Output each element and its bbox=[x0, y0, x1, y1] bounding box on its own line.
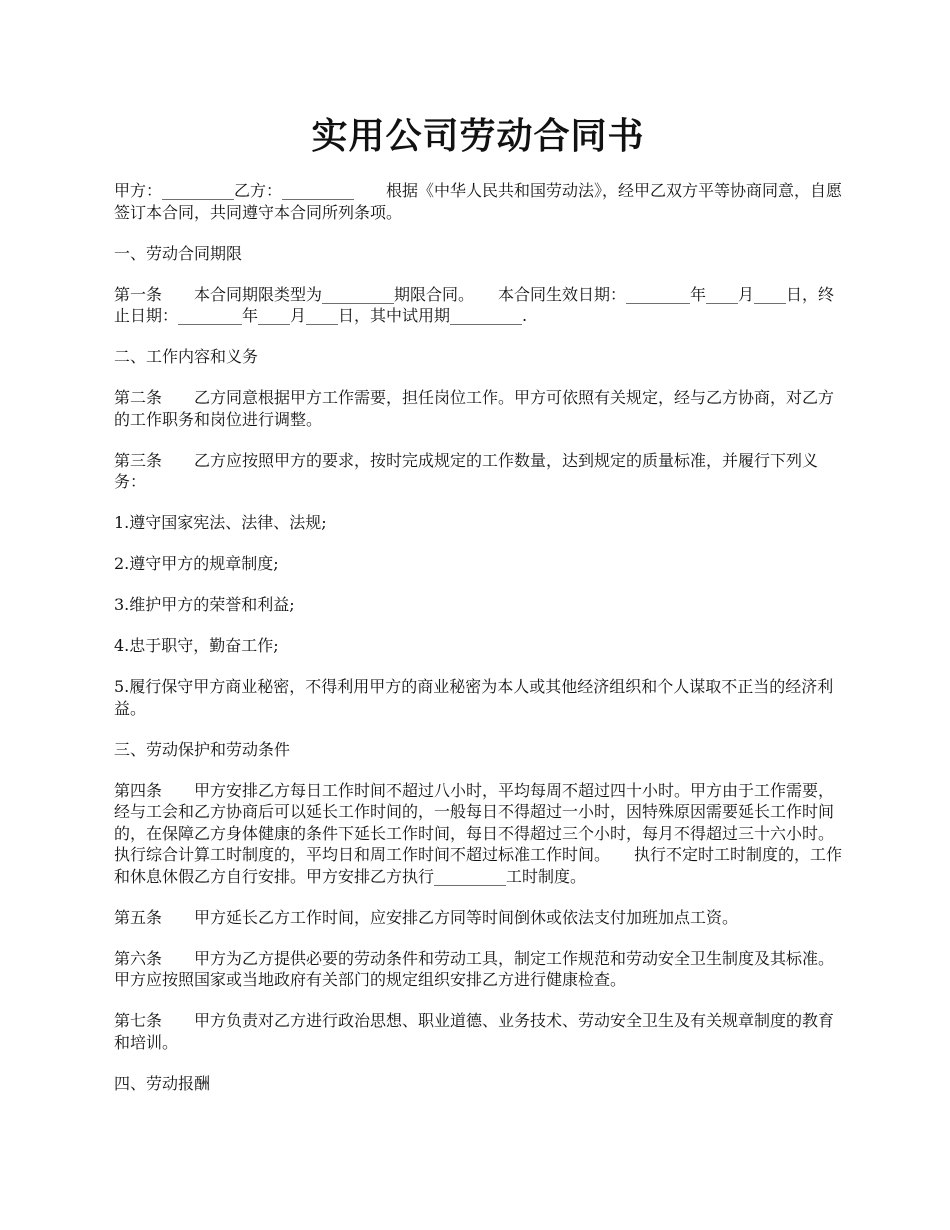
article-3: 第三条 乙方应按照甲方的要求，按时完成规定的工作数量，达到规定的质量标准，并履行下列义务： bbox=[114, 450, 819, 491]
preamble-paragraph: 甲方：_________乙方：_________ 根据《中华人民共和国劳动法》，经甲乙双方平等协商同意，自愿签订本合同，共同遵守本合同所列条项。 bbox=[114, 181, 843, 222]
obligation-item-5: 5.履行保守甲方商业秘密，不得利用甲方的商业秘密为本人或其他经济组织和个人谋取不正当的经济利益。 bbox=[114, 677, 834, 718]
article-1: 第一条 本合同期限类型为_________期限合同。 本合同生效日期：________年____月____日，终止日期：________年____月____日，其中试用期_________. bbox=[114, 284, 835, 325]
article-5: 第五条 甲方延长乙方工作时间，应安排乙方同等时间倒休或依法支付加班加点工资。 bbox=[114, 907, 739, 927]
section-heading-term: 一、劳动合同期限 bbox=[114, 243, 243, 263]
article-7: 第七条 甲方负责对乙方进行政治思想、职业道德、业务技术、劳动安全卫生及有关规章制度的教育和培训。 bbox=[114, 1011, 835, 1052]
section-heading-duties: 二、工作内容和义务 bbox=[114, 347, 259, 366]
obligation-item-2: 2.遵守甲方的规章制度; bbox=[114, 554, 279, 573]
document-body bbox=[114, 180, 859, 1114]
obligation-item-1: 1.遵守国家宪法、法律、法规; bbox=[114, 513, 327, 532]
obligation-item-3: 3.维护甲方的荣誉和利益; bbox=[114, 595, 295, 614]
section-heading-remuneration: 四、劳动报酬 bbox=[114, 1073, 211, 1093]
article-4: 第四条 甲方安排乙方每日工作时间不超过八小时，平均每周不超过四十小时。甲方由于工作需要，经与工会和乙方协商后可以延长工作时间的，一般每日不得超过一小时，因特殊原因需要延长工作时间的，在保障乙方身体健康的条件下延长工作时间，每日不得超过三个小时，每月不得超过三十六小时。 执行综合计算工时制度的，平均日和周工作时间不超过标准工作时间。 执行不定时工时制度的，工作和休息休假乙方自行安排。甲方安排乙方执行_________工时制度。 bbox=[114, 780, 859, 886]
article-6: 第六条 甲方为乙方提供必要的劳动条件和劳动工具，制定工作规范和劳动安全卫生制度及其标准。 甲方应按照国家或当地政府有关部门的规定组织安排乙方进行健康检查。 bbox=[114, 948, 859, 989]
section-heading-protection: 三、劳动保护和劳动条件 bbox=[114, 739, 291, 759]
document-title: 实用公司劳动合同书 bbox=[311, 115, 645, 157]
obligation-item-4: 4.忠于职守，勤奋工作; bbox=[114, 636, 279, 655]
article-2: 第二条 乙方同意根据甲方工作需要，担任岗位工作。甲方可依照有关规定，经与乙方协商，对乙方的工作职务和岗位进行调整。 bbox=[114, 388, 835, 429]
